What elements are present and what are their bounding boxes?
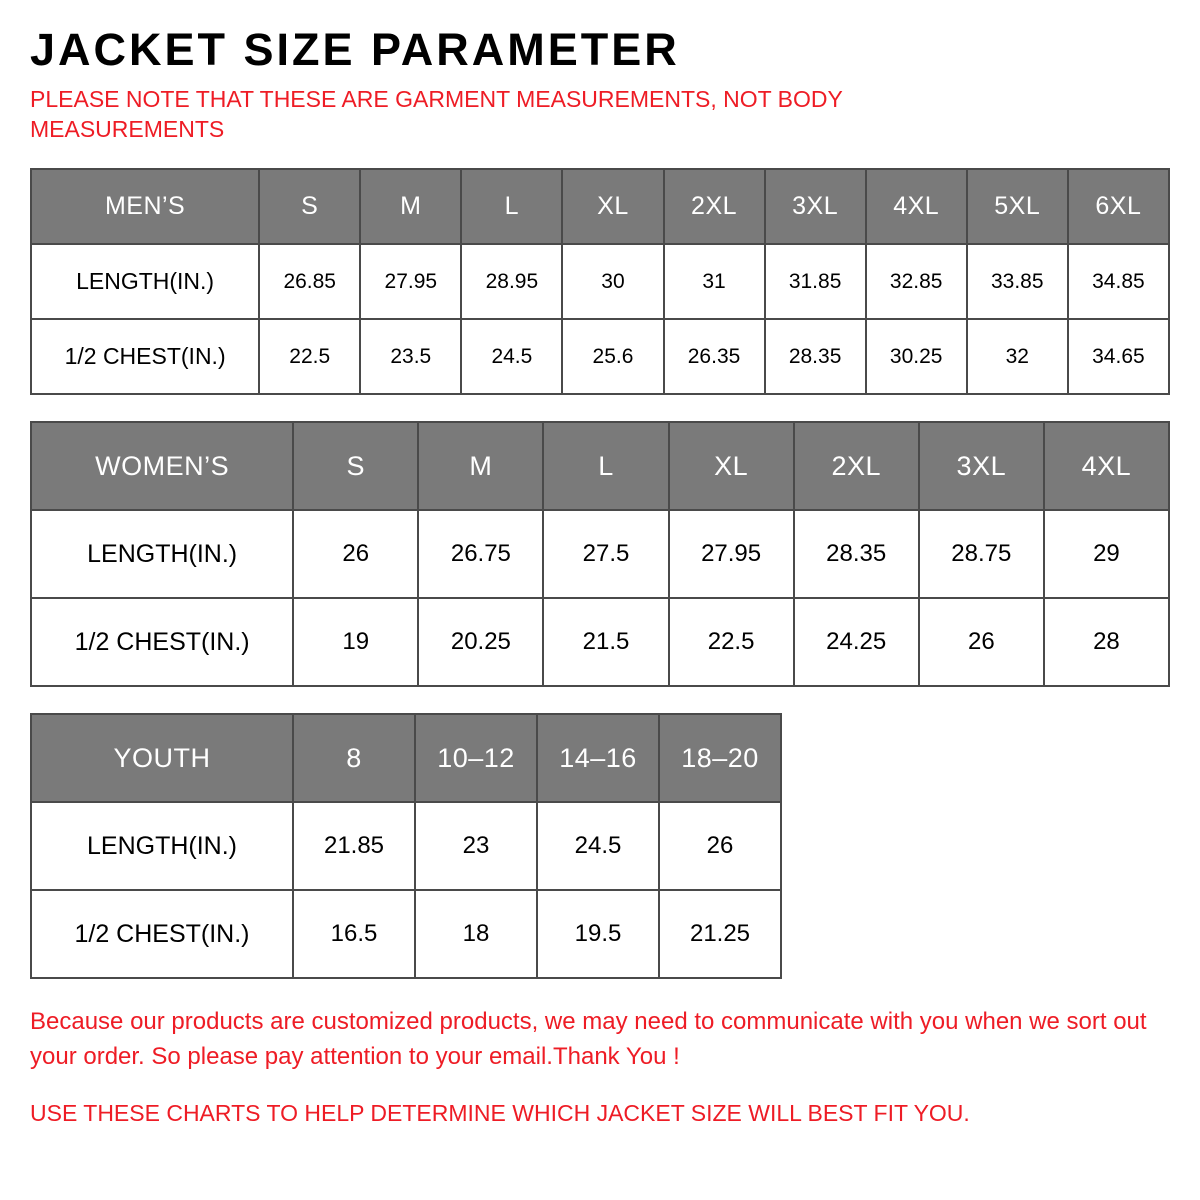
size-header-cell: S xyxy=(293,422,418,510)
measurement-cell: 28.75 xyxy=(919,510,1044,598)
table-row xyxy=(31,802,781,890)
womens-table-label: WOMEN’S xyxy=(31,422,293,510)
measurement-cell: 16.5 xyxy=(293,890,415,978)
measurement-cell: 28.35 xyxy=(794,510,919,598)
size-header-cell: 6XL xyxy=(1068,169,1169,244)
size-header-cell: 10–12 xyxy=(415,714,537,802)
measurement-cell: 26.75 xyxy=(418,510,543,598)
measurement-cell: 30.25 xyxy=(866,319,967,394)
mens-table-label: MEN’S xyxy=(31,169,259,244)
measurement-cell: 24.5 xyxy=(537,802,659,890)
measurement-cell: 28 xyxy=(1044,598,1169,686)
measurement-cell: 26.35 xyxy=(664,319,765,394)
size-header-cell: M xyxy=(418,422,543,510)
measurement-cell: 34.65 xyxy=(1068,319,1169,394)
measurement-cell: 26 xyxy=(919,598,1044,686)
measurement-cell: 19.5 xyxy=(537,890,659,978)
measurement-cell: 20.25 xyxy=(418,598,543,686)
measurement-cell: 22.5 xyxy=(669,598,794,686)
table-row xyxy=(31,510,1169,598)
table-row xyxy=(31,890,781,978)
table-row xyxy=(31,598,1169,686)
measurement-cell: 29 xyxy=(1044,510,1169,598)
size-header-cell: M xyxy=(360,169,461,244)
measurement-cell: 27.5 xyxy=(543,510,668,598)
page-title: JACKET SIZE PARAMETER xyxy=(30,24,680,75)
measurement-cell: 21.25 xyxy=(659,890,781,978)
table-row xyxy=(31,244,1169,319)
row-label: LENGTH(IN.) xyxy=(31,802,293,890)
size-header-cell: 18–20 xyxy=(659,714,781,802)
size-header-cell: XL xyxy=(562,169,663,244)
size-header-cell: L xyxy=(461,169,562,244)
size-header-cell: 4XL xyxy=(866,169,967,244)
row-label: 1/2 CHEST(IN.) xyxy=(31,319,259,394)
size-header-cell: 4XL xyxy=(1044,422,1169,510)
size-header-cell: 14–16 xyxy=(537,714,659,802)
measurement-cell: 26 xyxy=(659,802,781,890)
size-header-cell: 2XL xyxy=(664,169,765,244)
size-header-cell: 2XL xyxy=(794,422,919,510)
youth-table-label: YOUTH xyxy=(31,714,293,802)
row-label: LENGTH(IN.) xyxy=(31,510,293,598)
size-header-cell: 3XL xyxy=(765,169,866,244)
size-header-cell: L xyxy=(543,422,668,510)
measurement-cell: 26.85 xyxy=(259,244,360,319)
measurement-cell: 19 xyxy=(293,598,418,686)
measurement-cell: 31.85 xyxy=(765,244,866,319)
row-label: LENGTH(IN.) xyxy=(31,244,259,319)
table-row xyxy=(31,319,1169,394)
measurement-cell: 31 xyxy=(664,244,765,319)
measurement-cell: 27.95 xyxy=(669,510,794,598)
youth-size-table xyxy=(30,713,782,979)
size-header-cell: S xyxy=(259,169,360,244)
measurement-cell: 23.5 xyxy=(360,319,461,394)
row-label: 1/2 CHEST(IN.) xyxy=(31,890,293,978)
measurement-cell: 26 xyxy=(293,510,418,598)
chart-usage-note: USE THESE CHARTS TO HELP DETERMINE WHICH JACKET SIZE WILL BEST FIT YOU. xyxy=(30,1099,970,1126)
measurement-cell: 24.25 xyxy=(794,598,919,686)
table-header-row xyxy=(31,714,781,802)
size-header-cell: XL xyxy=(669,422,794,510)
table-header-row xyxy=(31,169,1169,244)
measurement-cell: 34.85 xyxy=(1068,244,1169,319)
measurement-cell: 32 xyxy=(967,319,1068,394)
garment-measurement-note: PLEASE NOTE THAT THESE ARE GARMENT MEASUREMENTS, NOT BODY MEASUREMENTS xyxy=(30,86,843,142)
row-label: 1/2 CHEST(IN.) xyxy=(31,598,293,686)
size-header-cell: 3XL xyxy=(919,422,1044,510)
measurement-cell: 32.85 xyxy=(866,244,967,319)
womens-size-table xyxy=(30,421,1170,687)
table-header-row xyxy=(31,422,1169,510)
measurement-cell: 28.95 xyxy=(461,244,562,319)
measurement-cell: 18 xyxy=(415,890,537,978)
measurement-cell: 25.6 xyxy=(562,319,663,394)
measurement-cell: 28.35 xyxy=(765,319,866,394)
measurement-cell: 24.5 xyxy=(461,319,562,394)
measurement-cell: 23 xyxy=(415,802,537,890)
measurement-cell: 30 xyxy=(562,244,663,319)
measurement-cell: 27.95 xyxy=(360,244,461,319)
customization-note: Because our products are customized products, we may need to communicate with you when we sort out your order. So please pay attention to your email.Thank You ! xyxy=(30,1008,1147,1070)
mens-size-table xyxy=(30,168,1170,395)
measurement-cell: 22.5 xyxy=(259,319,360,394)
size-header-cell: 8 xyxy=(293,714,415,802)
measurement-cell: 21.85 xyxy=(293,802,415,890)
size-header-cell: 5XL xyxy=(967,169,1068,244)
measurement-cell: 21.5 xyxy=(543,598,668,686)
measurement-cell: 33.85 xyxy=(967,244,1068,319)
